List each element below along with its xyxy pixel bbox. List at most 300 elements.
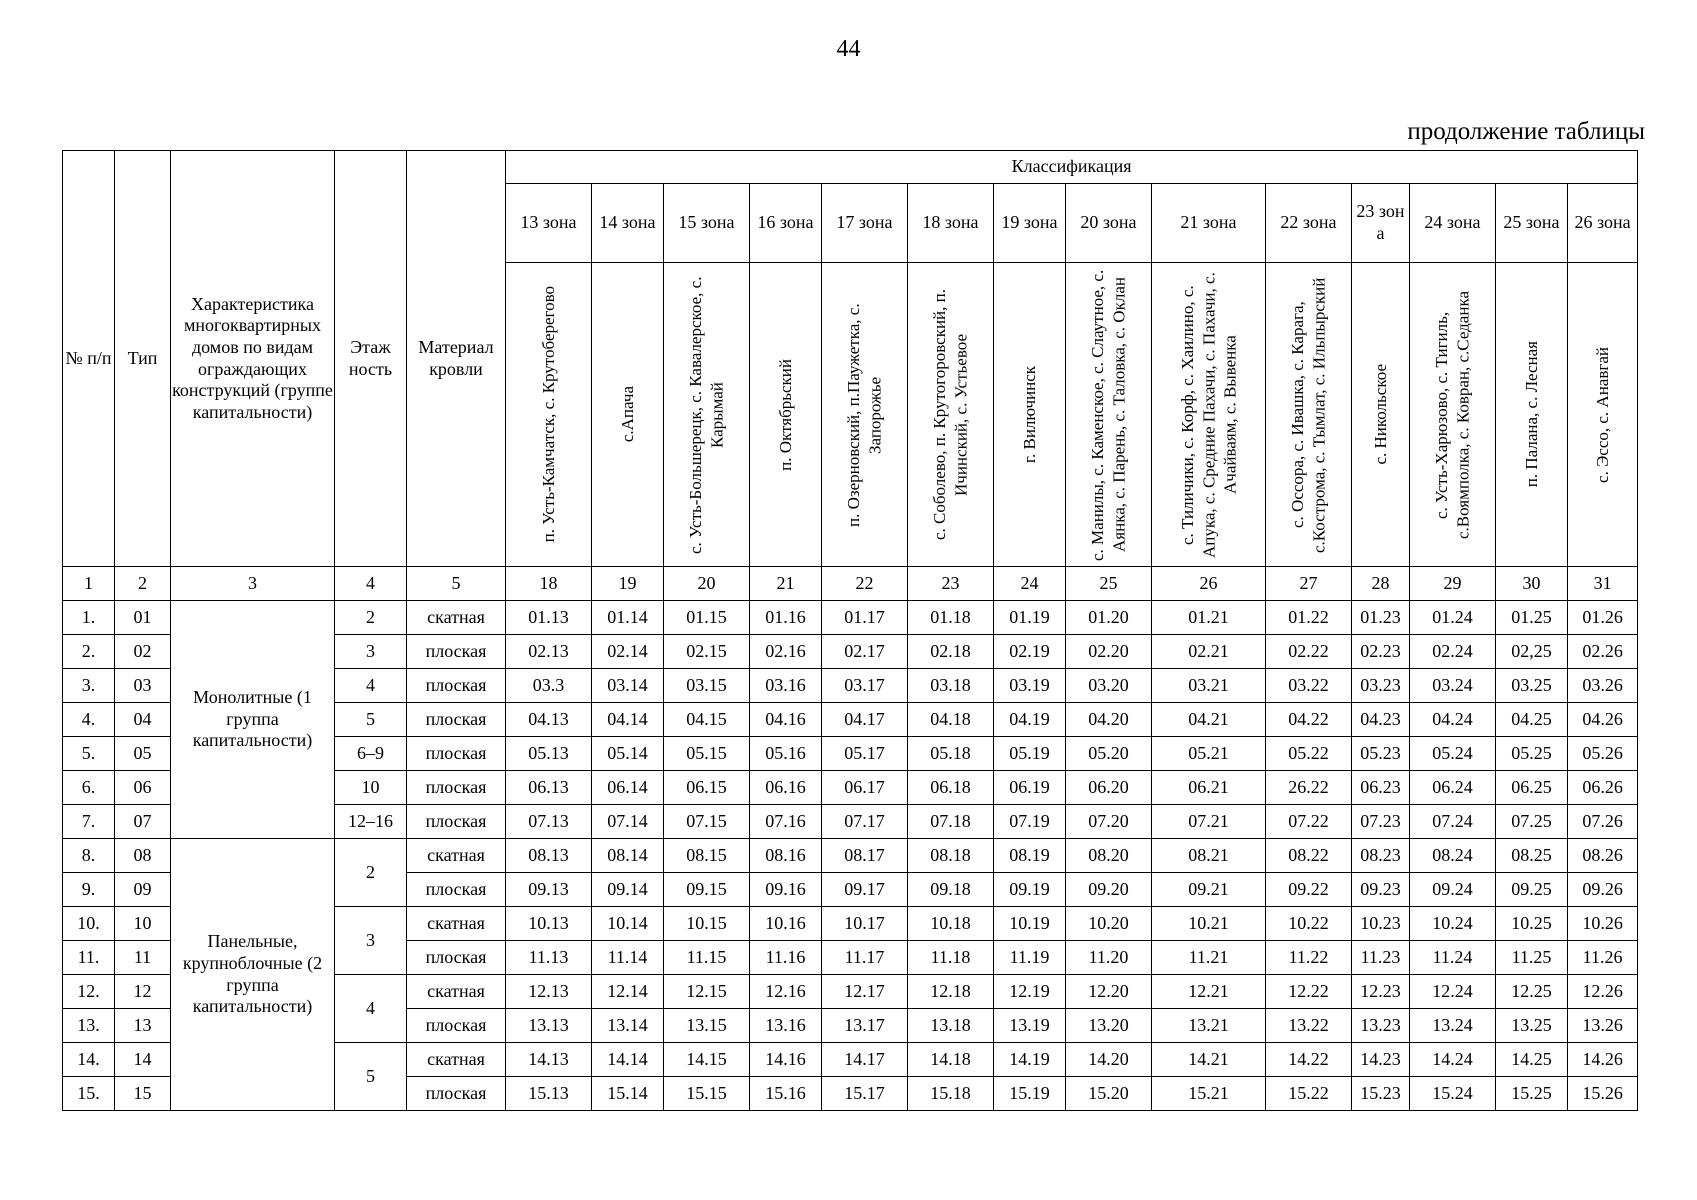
row-type: 01 — [115, 601, 171, 635]
zone-value: 07.24 — [1410, 805, 1496, 839]
zone-value: 14.21 — [1152, 1043, 1266, 1077]
zone-value: 11.14 — [592, 941, 664, 975]
zone-value: 04.14 — [592, 703, 664, 737]
group-label-monolithic: Монолитные (1 группа капитальности) — [171, 601, 335, 839]
zone-value: 08.13 — [506, 839, 592, 873]
zone-places: г. Вилючинск — [1019, 365, 1039, 464]
zone-places: с. Оссора, с. Ивашка, с. Карага, с.Кострома, с. Тымлат, с. Ильпырский — [1288, 276, 1329, 553]
zone-value: 11.17 — [822, 941, 908, 975]
zone-value: 07.14 — [592, 805, 664, 839]
zone-value: 01.24 — [1410, 601, 1496, 635]
row-roof: плоская — [407, 941, 506, 975]
row-type: 10 — [115, 907, 171, 941]
zone-value: 05.18 — [908, 737, 994, 771]
row-roof: плоская — [407, 703, 506, 737]
zone-value: 03.14 — [592, 669, 664, 703]
row-floors: 12–16 — [335, 805, 407, 839]
zone-places-cell — [822, 263, 908, 567]
zone-value: 13.24 — [1410, 1009, 1496, 1043]
zone-value: 11.13 — [506, 941, 592, 975]
zone-places-cell — [994, 263, 1066, 567]
zone-value: 10.21 — [1152, 907, 1266, 941]
zone-value: 14.17 — [822, 1043, 908, 1077]
zone-value: 06.25 — [1496, 771, 1568, 805]
column-number: 2 — [115, 567, 171, 601]
zone-places-cell — [1152, 263, 1266, 567]
zone-value: 13.23 — [1352, 1009, 1410, 1043]
zone-value: 11.22 — [1266, 941, 1352, 975]
row-floors: 5 — [335, 1043, 407, 1111]
zone-value: 08.14 — [592, 839, 664, 873]
zone-value: 04.20 — [1066, 703, 1152, 737]
row-type: 04 — [115, 703, 171, 737]
row-roof: плоская — [407, 873, 506, 907]
zone-value: 05.17 — [822, 737, 908, 771]
zone-value: 03.25 — [1496, 669, 1568, 703]
zone-value: 05.16 — [750, 737, 822, 771]
zone-value: 07.15 — [664, 805, 750, 839]
zone-value: 01.13 — [506, 601, 592, 635]
zone-value: 15.17 — [822, 1077, 908, 1111]
zone-places: п. Усть-Камчатск, с. Крутоберегово — [538, 286, 558, 543]
zone-value: 01.19 — [994, 601, 1066, 635]
row-number: 2. — [63, 635, 115, 669]
zone-value: 12.26 — [1568, 975, 1638, 1009]
zone-value: 14.22 — [1266, 1043, 1352, 1077]
row-type: 07 — [115, 805, 171, 839]
zone-value: 04.24 — [1410, 703, 1496, 737]
zone-value: 14.25 — [1496, 1043, 1568, 1077]
zone-value: 06.13 — [506, 771, 592, 805]
row-number: 14. — [63, 1043, 115, 1077]
zone-value: 01.21 — [1152, 601, 1266, 635]
header-characteristics: Характеристика многоквартирных домов по видам ограждающих конструкций (группе капитальности) — [171, 151, 335, 567]
header-floors: Этаж ность — [335, 151, 407, 567]
column-number: 31 — [1568, 567, 1638, 601]
zone-value: 01.25 — [1496, 601, 1568, 635]
zone-places-cell — [664, 263, 750, 567]
zone-value: 09.17 — [822, 873, 908, 907]
zone-value: 11.24 — [1410, 941, 1496, 975]
zone-value: 03.16 — [750, 669, 822, 703]
zone-places-cell — [506, 263, 592, 567]
row-type: 02 — [115, 635, 171, 669]
table-row — [63, 839, 1638, 873]
zone-label: 15 зона — [664, 184, 750, 263]
zone-value: 07.21 — [1152, 805, 1266, 839]
row-floors: 2 — [335, 839, 407, 907]
row-type: 08 — [115, 839, 171, 873]
zone-value: 15.25 — [1496, 1077, 1568, 1111]
zone-value: 15.22 — [1266, 1077, 1352, 1111]
zone-value: 01.18 — [908, 601, 994, 635]
zone-value: 04.16 — [750, 703, 822, 737]
zone-value: 11.16 — [750, 941, 822, 975]
zone-value: 08.24 — [1410, 839, 1496, 873]
zone-value: 08.18 — [908, 839, 994, 873]
zone-value: 13.21 — [1152, 1009, 1266, 1043]
zone-value: 15.14 — [592, 1077, 664, 1111]
zone-value: 15.18 — [908, 1077, 994, 1111]
zone-value: 03.21 — [1152, 669, 1266, 703]
zone-value: 06.17 — [822, 771, 908, 805]
zone-label: 14 зона — [592, 184, 664, 263]
zone-places: с. Манилы, с. Каменское, с. Слаутное, с. Аянка, с. Парень, с. Таловка, с. Оклан — [1088, 268, 1129, 561]
zone-value: 13.17 — [822, 1009, 908, 1043]
zone-value: 08.15 — [664, 839, 750, 873]
zone-value: 09.21 — [1152, 873, 1266, 907]
zone-value: 10.24 — [1410, 907, 1496, 941]
zone-value: 12.19 — [994, 975, 1066, 1009]
zone-value: 07.17 — [822, 805, 908, 839]
zone-value: 06.18 — [908, 771, 994, 805]
column-number: 26 — [1152, 567, 1266, 601]
zone-value: 02.19 — [994, 635, 1066, 669]
zone-value: 14.23 — [1352, 1043, 1410, 1077]
zone-value: 10.19 — [994, 907, 1066, 941]
zone-value: 10.13 — [506, 907, 592, 941]
row-roof: скатная — [407, 1043, 506, 1077]
zone-value: 13.19 — [994, 1009, 1066, 1043]
column-number: 25 — [1066, 567, 1152, 601]
zone-value: 05.25 — [1496, 737, 1568, 771]
row-roof: плоская — [407, 1077, 506, 1111]
zone-label: 24 зона — [1410, 184, 1496, 263]
row-floors: 10 — [335, 771, 407, 805]
zone-places-cell — [1266, 263, 1352, 567]
zone-label: 26 зона — [1568, 184, 1638, 263]
zone-value: 04.19 — [994, 703, 1066, 737]
zone-places-cell — [1496, 263, 1568, 567]
zone-value: 14.19 — [994, 1043, 1066, 1077]
zone-value: 05.23 — [1352, 737, 1410, 771]
row-type: 15 — [115, 1077, 171, 1111]
zone-value: 06.20 — [1066, 771, 1152, 805]
row-roof: скатная — [407, 601, 506, 635]
zone-value: 02.15 — [664, 635, 750, 669]
row-type: 05 — [115, 737, 171, 771]
row-number: 1. — [63, 601, 115, 635]
zone-places: п. Октябрьский — [775, 358, 795, 471]
row-roof: плоская — [407, 805, 506, 839]
zone-value: 09.26 — [1568, 873, 1638, 907]
column-number: 19 — [592, 567, 664, 601]
row-type: 03 — [115, 669, 171, 703]
zone-value: 11.21 — [1152, 941, 1266, 975]
zone-value: 15.16 — [750, 1077, 822, 1111]
zone-value: 02.16 — [750, 635, 822, 669]
zone-value: 03.26 — [1568, 669, 1638, 703]
row-roof: скатная — [407, 975, 506, 1009]
zone-value: 13.16 — [750, 1009, 822, 1043]
zone-value: 01.16 — [750, 601, 822, 635]
row-type: 06 — [115, 771, 171, 805]
zone-value: 03.17 — [822, 669, 908, 703]
zone-value: 06.19 — [994, 771, 1066, 805]
zone-value: 06.23 — [1352, 771, 1410, 805]
row-type: 14 — [115, 1043, 171, 1077]
zone-value: 26.22 — [1266, 771, 1352, 805]
row-number: 13. — [63, 1009, 115, 1043]
zone-value: 07.22 — [1266, 805, 1352, 839]
row-type: 13 — [115, 1009, 171, 1043]
column-number: 30 — [1496, 567, 1568, 601]
zone-value: 13.15 — [664, 1009, 750, 1043]
zone-value: 03.3 — [506, 669, 592, 703]
zone-places-cell — [1410, 263, 1496, 567]
classification-table — [62, 150, 1638, 1111]
zone-places-cell — [750, 263, 822, 567]
zone-value: 11.19 — [994, 941, 1066, 975]
header-classification: Классификация — [506, 151, 1638, 184]
zone-label: 19 зона — [994, 184, 1066, 263]
zone-places-cell — [908, 263, 994, 567]
zone-value: 01.15 — [664, 601, 750, 635]
zone-value: 09.24 — [1410, 873, 1496, 907]
zone-value: 12.24 — [1410, 975, 1496, 1009]
zone-value: 02.23 — [1352, 635, 1410, 669]
zone-value: 09.22 — [1266, 873, 1352, 907]
zone-value: 01.17 — [822, 601, 908, 635]
zone-value: 03.18 — [908, 669, 994, 703]
zone-label: 25 зона — [1496, 184, 1568, 263]
zone-value: 13.13 — [506, 1009, 592, 1043]
zone-value: 07.23 — [1352, 805, 1410, 839]
zone-value: 15.19 — [994, 1077, 1066, 1111]
row-roof: плоская — [407, 771, 506, 805]
zone-places: п. Озерновский, п.Паужетка, с. Запорожье — [844, 302, 885, 527]
zone-value: 10.20 — [1066, 907, 1152, 941]
zone-label: 16 зона — [750, 184, 822, 263]
zone-value: 05.22 — [1266, 737, 1352, 771]
zone-value: 03.19 — [994, 669, 1066, 703]
zone-value: 10.14 — [592, 907, 664, 941]
zone-value: 11.25 — [1496, 941, 1568, 975]
row-number: 7. — [63, 805, 115, 839]
zone-value: 13.25 — [1496, 1009, 1568, 1043]
zone-value: 02.24 — [1410, 635, 1496, 669]
zone-value: 06.21 — [1152, 771, 1266, 805]
zone-value: 14.16 — [750, 1043, 822, 1077]
zone-places-cell — [592, 263, 664, 567]
zone-value: 15.20 — [1066, 1077, 1152, 1111]
row-roof: скатная — [407, 839, 506, 873]
zone-value: 04.17 — [822, 703, 908, 737]
zone-label: 17 зона — [822, 184, 908, 263]
zone-value: 13.18 — [908, 1009, 994, 1043]
zone-value: 13.26 — [1568, 1009, 1638, 1043]
column-number: 1 — [63, 567, 115, 601]
zone-value: 01.14 — [592, 601, 664, 635]
zone-value: 13.20 — [1066, 1009, 1152, 1043]
zone-value: 06.14 — [592, 771, 664, 805]
row-type: 12 — [115, 975, 171, 1009]
zone-value: 10.26 — [1568, 907, 1638, 941]
table-row — [63, 601, 1638, 635]
zone-places-cell — [1568, 263, 1638, 567]
zone-value: 10.17 — [822, 907, 908, 941]
zone-label: 21 зона — [1152, 184, 1266, 263]
row-roof: плоская — [407, 737, 506, 771]
zone-value: 10.22 — [1266, 907, 1352, 941]
zone-value: 14.13 — [506, 1043, 592, 1077]
column-number: 24 — [994, 567, 1066, 601]
zone-places: с. Усть-Большерецк, с. Кавалерское, с. Карымай — [686, 275, 727, 554]
row-type: 09 — [115, 873, 171, 907]
row-number: 5. — [63, 737, 115, 771]
zone-value: 10.25 — [1496, 907, 1568, 941]
zone-value: 05.19 — [994, 737, 1066, 771]
row-roof: плоская — [407, 669, 506, 703]
zone-value: 08.21 — [1152, 839, 1266, 873]
table-continuation-label: продолжение таблицы — [1407, 118, 1645, 145]
column-number: 29 — [1410, 567, 1496, 601]
zone-value: 09.19 — [994, 873, 1066, 907]
zone-value: 02,25 — [1496, 635, 1568, 669]
zone-value: 01.20 — [1066, 601, 1152, 635]
row-floors: 5 — [335, 703, 407, 737]
row-roof: плоская — [407, 635, 506, 669]
zone-value: 09.18 — [908, 873, 994, 907]
zone-value: 03.24 — [1410, 669, 1496, 703]
zone-value: 12.25 — [1496, 975, 1568, 1009]
zone-value: 09.15 — [664, 873, 750, 907]
zone-value: 15.24 — [1410, 1077, 1496, 1111]
zone-value: 05.21 — [1152, 737, 1266, 771]
zone-value: 15.15 — [664, 1077, 750, 1111]
zone-value: 06.26 — [1568, 771, 1638, 805]
zone-value: 15.26 — [1568, 1077, 1638, 1111]
zone-value: 12.14 — [592, 975, 664, 1009]
zone-value: 07.20 — [1066, 805, 1152, 839]
column-number: 28 — [1352, 567, 1410, 601]
group-label-panel: Панельные, крупноблочные (2 группа капитальности) — [171, 839, 335, 1111]
row-floors: 4 — [335, 669, 407, 703]
zone-value: 12.17 — [822, 975, 908, 1009]
zone-value: 12.20 — [1066, 975, 1152, 1009]
zone-value: 05.20 — [1066, 737, 1152, 771]
zone-value: 04.18 — [908, 703, 994, 737]
zone-value: 02.17 — [822, 635, 908, 669]
column-number: 5 — [407, 567, 506, 601]
zone-value: 08.25 — [1496, 839, 1568, 873]
zone-value: 14.15 — [664, 1043, 750, 1077]
column-number: 3 — [171, 567, 335, 601]
zone-value: 12.18 — [908, 975, 994, 1009]
zone-value: 15.13 — [506, 1077, 592, 1111]
zone-value: 11.20 — [1066, 941, 1152, 975]
zone-value: 11.26 — [1568, 941, 1638, 975]
zone-places: с. Тиличики, с. Корф, с. Хаилино, с. Апука, с. Средние Пахачи, с. Пахачи, с. Ачайваям, с. Вывенка — [1177, 271, 1240, 558]
zone-value: 04.13 — [506, 703, 592, 737]
zone-value: 08.20 — [1066, 839, 1152, 873]
zone-places: п. Палана, с. Лесная — [1521, 341, 1541, 488]
zone-value: 04.21 — [1152, 703, 1266, 737]
zone-places-cell — [1352, 263, 1410, 567]
zone-value: 04.25 — [1496, 703, 1568, 737]
zone-value: 01.26 — [1568, 601, 1638, 635]
zone-value: 11.15 — [664, 941, 750, 975]
zone-places: с. Соболево, п. Крутогоровский, п. Ичинский, с. Устьевое — [930, 289, 971, 540]
zone-value: 10.16 — [750, 907, 822, 941]
row-roof: плоская — [407, 1009, 506, 1043]
zone-value: 01.23 — [1352, 601, 1410, 635]
zone-places: с. Усть-Харюзово, с. Тигиль, с.Воямполка, с. Ковран, с.Седанка — [1432, 290, 1473, 539]
zone-value: 11.18 — [908, 941, 994, 975]
column-number: 22 — [822, 567, 908, 601]
zone-label: 20 зона — [1066, 184, 1152, 263]
zone-value: 02.13 — [506, 635, 592, 669]
zone-value: 05.24 — [1410, 737, 1496, 771]
zone-places: с. Эссо, с. Анавгай — [1592, 346, 1612, 483]
zone-value: 04.23 — [1352, 703, 1410, 737]
zone-value: 11.23 — [1352, 941, 1410, 975]
zone-value: 02.22 — [1266, 635, 1352, 669]
zone-value: 09.13 — [506, 873, 592, 907]
row-floors: 2 — [335, 601, 407, 635]
row-number: 10. — [63, 907, 115, 941]
row-number: 8. — [63, 839, 115, 873]
zone-value: 07.26 — [1568, 805, 1638, 839]
zone-value: 03.23 — [1352, 669, 1410, 703]
zone-value: 07.13 — [506, 805, 592, 839]
zone-value: 03.15 — [664, 669, 750, 703]
column-number: 23 — [908, 567, 994, 601]
zone-value: 13.22 — [1266, 1009, 1352, 1043]
zone-value: 06.24 — [1410, 771, 1496, 805]
zone-value: 04.15 — [664, 703, 750, 737]
row-floors: 4 — [335, 975, 407, 1043]
column-number: 20 — [664, 567, 750, 601]
zone-value: 07.19 — [994, 805, 1066, 839]
row-number: 12. — [63, 975, 115, 1009]
zone-value: 07.18 — [908, 805, 994, 839]
row-number: 15. — [63, 1077, 115, 1111]
zone-value: 14.20 — [1066, 1043, 1152, 1077]
zone-value: 08.23 — [1352, 839, 1410, 873]
row-floors: 6–9 — [335, 737, 407, 771]
column-number: 18 — [506, 567, 592, 601]
zone-places-cell — [1066, 263, 1152, 567]
zone-value: 12.23 — [1352, 975, 1410, 1009]
zone-value: 09.20 — [1066, 873, 1152, 907]
row-number: 4. — [63, 703, 115, 737]
zone-value: 12.22 — [1266, 975, 1352, 1009]
zone-value: 05.14 — [592, 737, 664, 771]
zone-value: 03.20 — [1066, 669, 1152, 703]
zone-value: 08.17 — [822, 839, 908, 873]
zone-value: 06.15 — [664, 771, 750, 805]
row-floors: 3 — [335, 635, 407, 669]
zone-value: 04.26 — [1568, 703, 1638, 737]
row-number: 3. — [63, 669, 115, 703]
zone-value: 08.19 — [994, 839, 1066, 873]
zone-value: 12.15 — [664, 975, 750, 1009]
zone-value: 12.13 — [506, 975, 592, 1009]
zone-value: 08.16 — [750, 839, 822, 873]
page-number: 44 — [836, 36, 861, 62]
zone-value: 10.18 — [908, 907, 994, 941]
zone-value: 09.23 — [1352, 873, 1410, 907]
zone-value: 14.14 — [592, 1043, 664, 1077]
column-number: 27 — [1266, 567, 1352, 601]
zone-places: с.Апача — [617, 386, 637, 443]
zone-value: 09.16 — [750, 873, 822, 907]
zone-value: 07.25 — [1496, 805, 1568, 839]
row-roof: скатная — [407, 907, 506, 941]
zone-value: 05.15 — [664, 737, 750, 771]
row-floors: 3 — [335, 907, 407, 975]
